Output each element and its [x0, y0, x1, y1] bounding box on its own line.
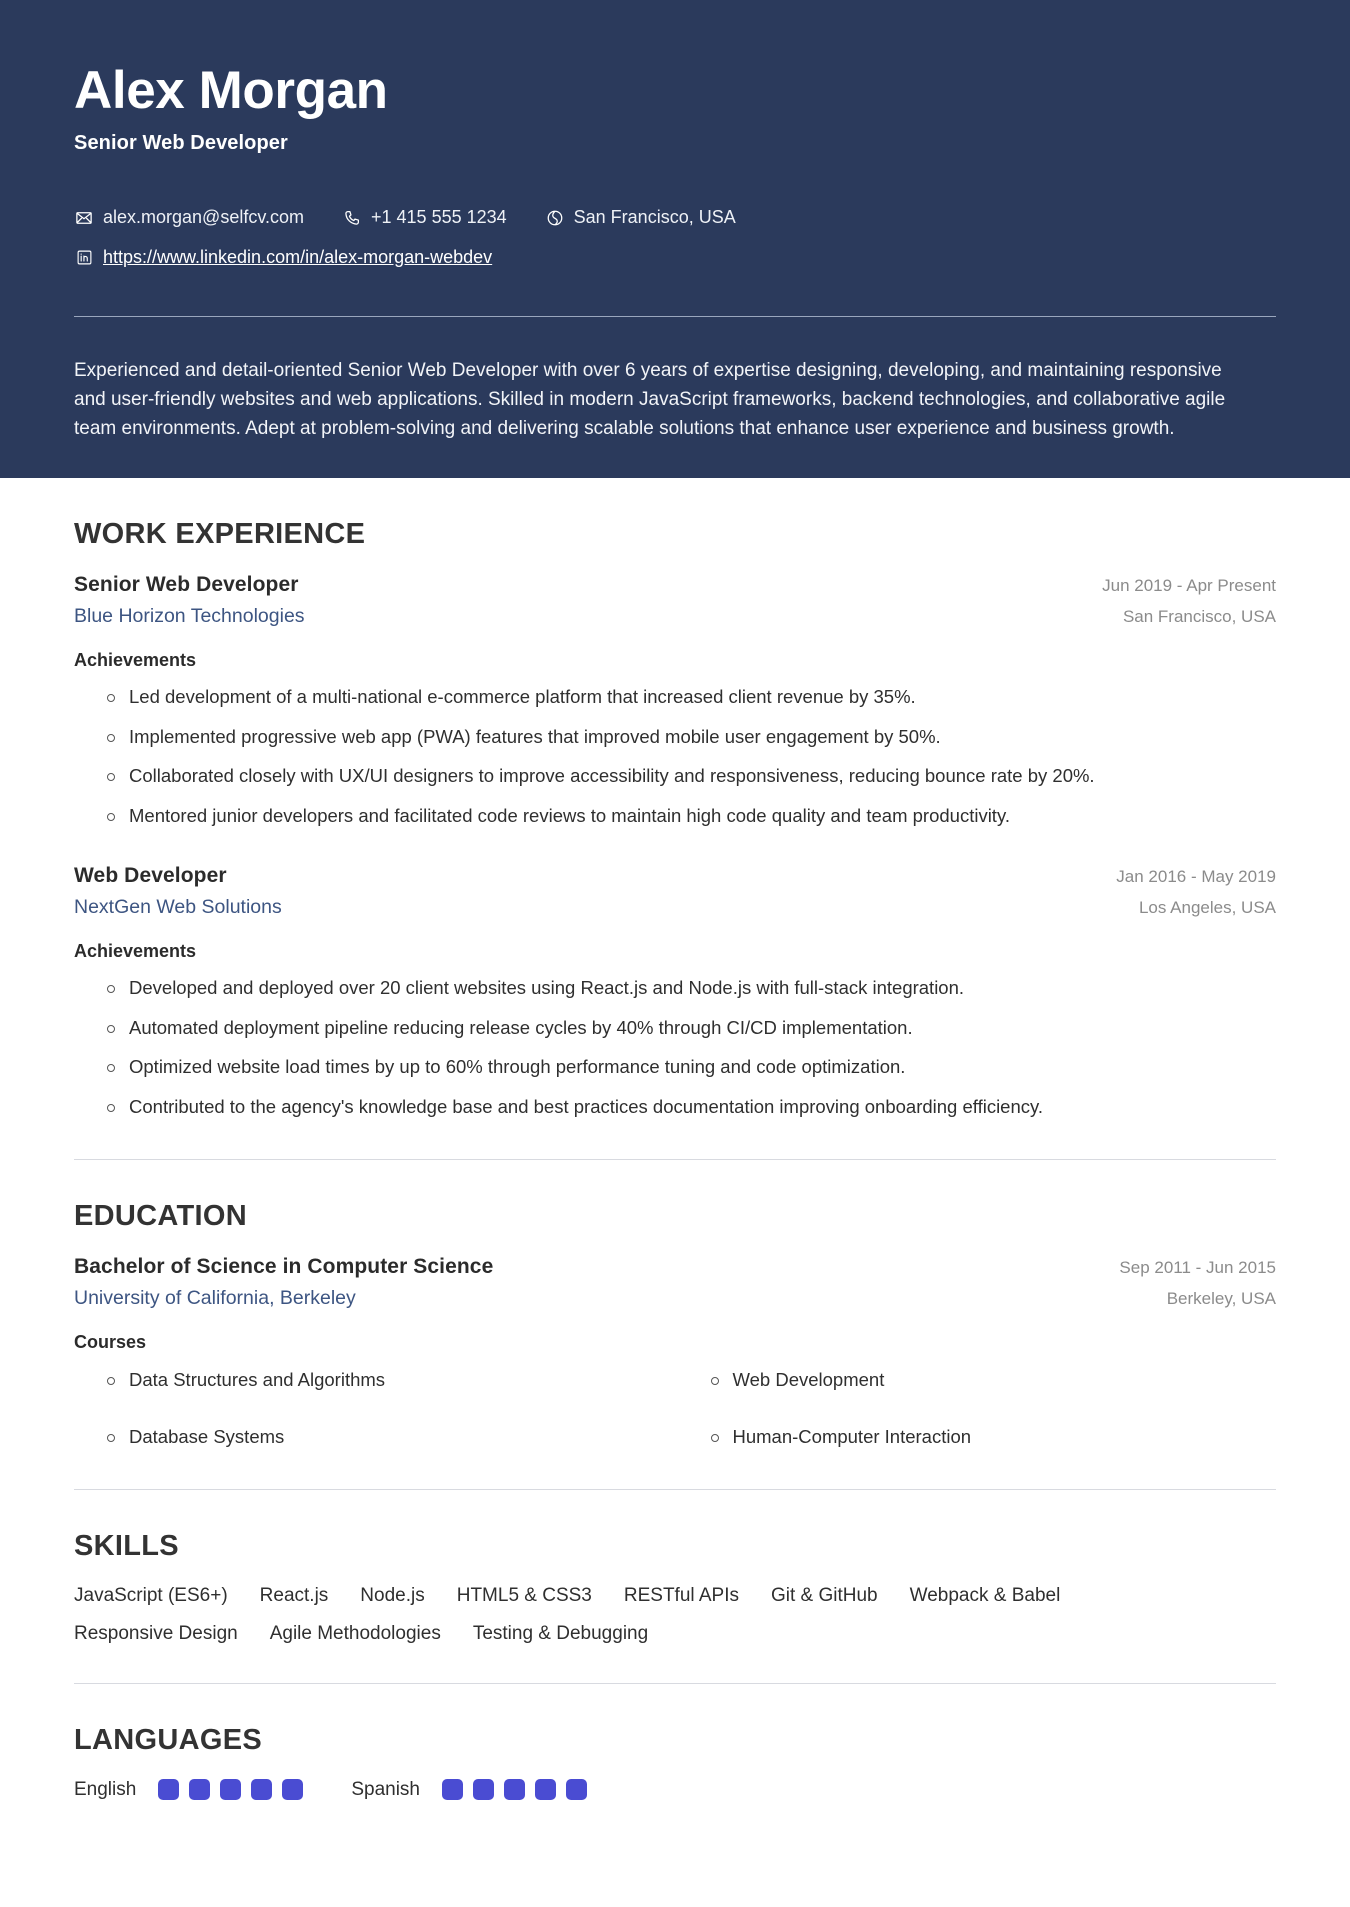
work-entry — [74, 573, 1276, 830]
language-name: Spanish — [351, 1778, 420, 1800]
skill-item: Webpack & Babel — [909, 1584, 1061, 1606]
education-entry-head — [74, 1255, 1276, 1279]
education-degree: Bachelor of Science in Computer Science — [74, 1254, 494, 1278]
phone-icon — [342, 208, 362, 228]
list-item: Web Development — [733, 1367, 1277, 1394]
level-dot — [566, 1779, 587, 1800]
resume-body — [0, 478, 1350, 1801]
section-title-skills: SKILLS — [74, 1529, 179, 1562]
contact-email[interactable] — [74, 207, 304, 228]
work-entry-head — [74, 573, 1276, 597]
resume-header — [0, 0, 1350, 478]
skills-list — [74, 1585, 1276, 1645]
work-date: Jun 2019 - Apr Present — [1102, 575, 1276, 595]
list-item: Data Structures and Algorithms — [129, 1367, 673, 1394]
language-item-spanish — [351, 1779, 587, 1801]
contact-line-secondary — [74, 247, 1276, 268]
language-level-meter — [442, 1779, 587, 1800]
language-item-english — [74, 1779, 303, 1801]
education-entry-sub — [74, 1287, 1276, 1310]
level-dot — [220, 1779, 241, 1800]
list-item: Developed and deployed over 20 client websites using React.js and Node.js with full-stack integration. — [129, 974, 1276, 1002]
contact-phone[interactable] — [342, 207, 507, 228]
education-location: Berkeley, USA — [1166, 1288, 1276, 1308]
level-dot — [504, 1779, 525, 1800]
level-dot — [535, 1779, 556, 1800]
profile-summary: Experienced and detail-oriented Senior Web Developer with over 6 years of expertise designing, developing, and maintaining responsive and user-friendly websites and web applications. Skilled in modern JavaScript frameworks, backend technologies, and collaborative agile team environments. Adept at problem-solving and delivering scalable solutions that enhance user experience and business growth. — [74, 360, 1226, 440]
work-position: Web Developer — [74, 863, 227, 887]
candidate-name: Alex Morgan — [74, 61, 388, 120]
list-item: Optimized website load times by up to 60% through performance tuning and code optimization. — [129, 1053, 1276, 1081]
location-icon — [545, 208, 565, 228]
skills-row — [74, 1623, 1276, 1645]
list-item: Database Systems — [129, 1424, 673, 1451]
education-school: University of California, Berkeley — [74, 1286, 356, 1309]
level-dot — [158, 1779, 179, 1800]
work-achievements-list — [74, 683, 1276, 830]
language-level-meter — [158, 1779, 303, 1800]
education-courses-list — [74, 1367, 1276, 1451]
skill-item: Responsive Design — [74, 1622, 238, 1644]
contact-linkedin-text: https://www.linkedin.com/in/alex-morgan-webdev — [103, 247, 493, 268]
list-item: Led development of a multi-national e-commerce platform that increased client revenue by 35%. — [129, 683, 1276, 711]
skills-row — [74, 1585, 1276, 1607]
section-title-education: EDUCATION — [74, 1199, 247, 1232]
work-organization: NextGen Web Solutions — [74, 895, 282, 918]
level-dot — [189, 1779, 210, 1800]
work-entry-sub — [74, 896, 1276, 919]
contact-linkedin[interactable] — [74, 247, 492, 268]
skill-item: Testing & Debugging — [472, 1622, 649, 1644]
level-dot — [473, 1779, 494, 1800]
contact-location — [545, 207, 736, 228]
section-title-work: WORK EXPERIENCE — [74, 517, 366, 550]
language-name: English — [74, 1778, 137, 1800]
section-languages — [74, 1684, 1276, 1801]
work-location: Los Angeles, USA — [1138, 897, 1276, 917]
skill-item: Git & GitHub — [770, 1584, 878, 1606]
candidate-job-title: Senior Web Developer — [74, 132, 288, 155]
list-item: Mentored junior developers and facilitated code reviews to maintain high code quality and team productivity. — [129, 802, 1276, 830]
header-divider — [74, 316, 1276, 317]
list-item: Contributed to the agency's knowledge base and best practices documentation improving onboarding efficiency. — [129, 1093, 1276, 1121]
work-location: San Francisco, USA — [1122, 606, 1276, 626]
education-date: Sep 2011 - Jun 2015 — [1119, 1257, 1276, 1277]
skill-item: HTML5 & CSS3 — [456, 1584, 592, 1606]
list-item: Automated deployment pipeline reducing release cycles by 40% through CI/CD implementation. — [129, 1014, 1276, 1042]
work-achievements-label: Achievements — [74, 649, 197, 670]
education-courses-label: Courses — [74, 1331, 147, 1352]
section-skills — [74, 1490, 1276, 1684]
skill-item: Node.js — [360, 1584, 425, 1606]
contact-location-text: San Francisco, USA — [573, 207, 736, 228]
work-organization: Blue Horizon Technologies — [74, 604, 305, 627]
list-item: Collaborated closely with UX/UI designers to improve accessibility and responsiveness, reducing bounce rate by 20%. — [129, 762, 1276, 790]
skill-item: JavaScript (ES6+) — [74, 1584, 228, 1606]
contact-info — [74, 207, 1276, 268]
skill-item: Agile Methodologies — [269, 1622, 441, 1644]
work-achievements-list — [74, 974, 1276, 1121]
languages-list — [74, 1779, 1276, 1801]
education-entry — [74, 1255, 1276, 1451]
envelope-icon — [74, 208, 94, 228]
contact-email-text: alex.morgan@selfcv.com — [103, 207, 305, 228]
work-entry — [74, 864, 1276, 1121]
contact-line-primary — [74, 207, 1276, 228]
list-item: Implemented progressive web app (PWA) features that improved mobile user engagement by 50%. — [129, 723, 1276, 751]
level-dot — [251, 1779, 272, 1800]
linkedin-icon — [74, 248, 94, 268]
level-dot — [442, 1779, 463, 1800]
skill-item: RESTful APIs — [623, 1584, 739, 1606]
work-achievements-label: Achievements — [74, 940, 197, 961]
skill-item: React.js — [259, 1584, 329, 1606]
work-entry-head — [74, 864, 1276, 888]
section-education — [74, 1160, 1276, 1490]
work-position: Senior Web Developer — [74, 572, 299, 596]
contact-phone-text: +1 415 555 1234 — [371, 207, 507, 228]
work-date: Jan 2016 - May 2019 — [1116, 866, 1276, 886]
list-item: Human-Computer Interaction — [733, 1424, 1277, 1451]
work-entry-sub — [74, 605, 1276, 628]
level-dot — [282, 1779, 303, 1800]
section-title-languages: LANGUAGES — [74, 1723, 262, 1756]
section-work-experience — [74, 478, 1276, 1160]
